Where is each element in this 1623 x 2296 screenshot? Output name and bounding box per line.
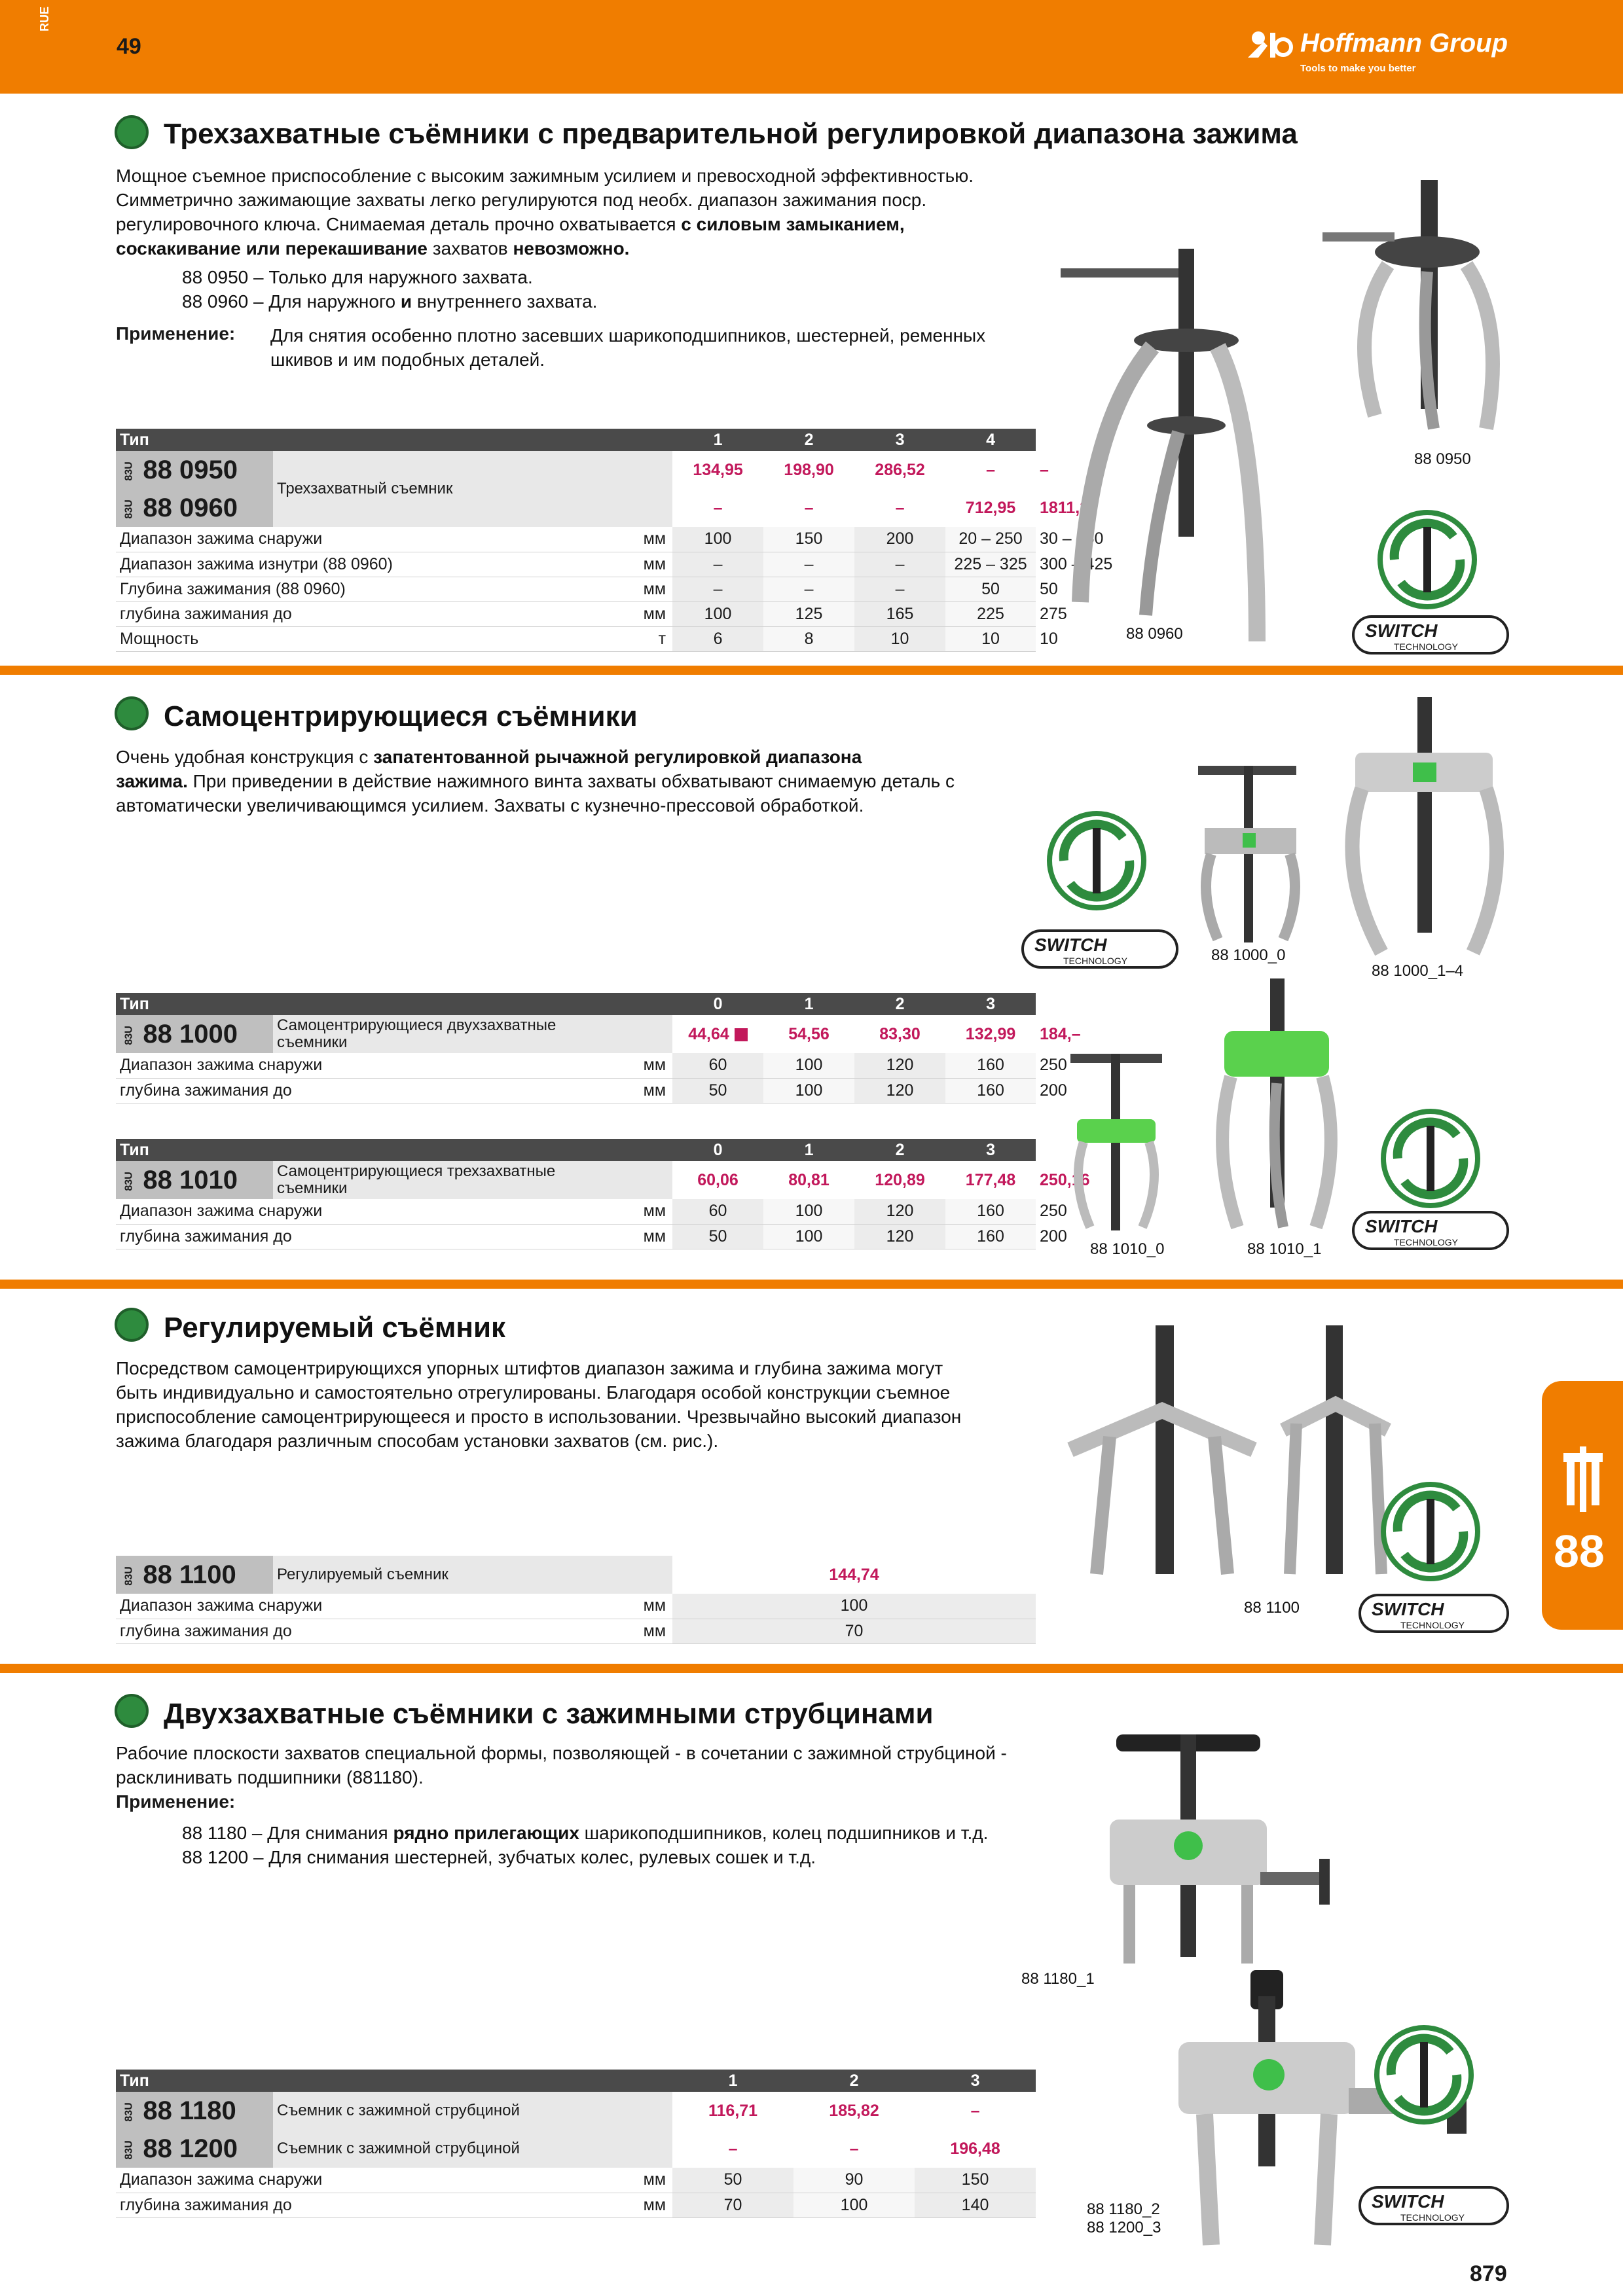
three-jaw-puller-88-0950-image — [1322, 180, 1512, 442]
two-jaw-puller-88-1000-1-4-image — [1336, 697, 1512, 959]
article-description: Трехзахватный съемник — [273, 451, 672, 527]
image-caption: 88 1010_0 — [1090, 1240, 1165, 1258]
article-code: 83U 88 1000 — [116, 1015, 273, 1053]
section-description: Посредством самоцентрирующихся упорных штифтов диапазон зажима и глубина зажима могут быть индивидуально и самостоятельно отрегулированы. Благодаря особой конструкции съемное приспособление самоцентрирующееся и просто в использовании. Чрезвычайно высокий диапазон зажима благодаря различным способам установки захватов (см. рис.). — [116, 1358, 962, 1451]
price: 712,95 — [945, 489, 1036, 527]
article-description: Съемник с зажимной струбциной — [273, 2092, 672, 2130]
table-row: Мощность т 6 8 10 10 10 — [116, 626, 1036, 651]
switch-technology-logo: SWITCH TECHNOLOGY — [1352, 615, 1509, 655]
spec-table: Тип 0 1 2 3 4 83U 88 1000 Самоцентрирующиеся двухзахватные съемники 44,64 54,56 83,30 132,99 184,– Диапазон зажима снаружи мм 60 100 120 160 250 глубина зажимания до мм 50 100 120 160 200 — [116, 993, 1036, 1103]
two-jaw-puller-88-1000-0-image — [1192, 762, 1309, 946]
section-globe-icon — [115, 115, 149, 149]
switch-technology-logo: SWITCH TECHNOLOGY — [1021, 929, 1178, 969]
article-code: 83U 88 1010 — [116, 1161, 273, 1199]
table-row: 83U 88 1000 Самоцентрирующиеся двухзахватные съемники 44,64 54,56 83,30 132,99 184,– — [116, 1015, 1036, 1053]
table-row — [116, 1556, 1036, 1594]
image-caption: 88 1000_1–4 — [1372, 962, 1464, 980]
price: 54,56 — [763, 1015, 854, 1053]
price: 196,48 — [915, 2130, 1036, 2168]
chapter-number: 88 — [1554, 1526, 1605, 1577]
price: 177,48 — [945, 1161, 1036, 1199]
three-jaw-puller-88-1010-1-image — [1211, 978, 1342, 1234]
spec-table: Тип 0 1 2 3 4 83U 88 1010 Самоцентрирующиеся трехзахватные съемники 60,06 80,81 120,89 177,48 250,16 Диапазон зажима снаружи мм 60 100 120 160 250 глубина зажимания до мм 50 100 120 160 200 — [116, 1139, 1036, 1249]
brand-logo[interactable] — [1244, 25, 1591, 84]
switch-technology-logo: SWITCH TECHNOLOGY — [1359, 1594, 1509, 1633]
price: 144,74 — [672, 1556, 1036, 1594]
image-caption: 88 1180_2 — [1087, 2200, 1160, 2218]
price: 185,82 — [793, 2092, 915, 2130]
price: 80,81 — [763, 1161, 854, 1199]
spec-table — [116, 1556, 1036, 1644]
brand-tagline: Tools to make you better — [1300, 63, 1416, 74]
section-title: Двухзахватные съёмники с зажимными струбцинами — [164, 1698, 934, 1730]
table-row: Диапазон зажима снаружи мм 50 90 150 — [116, 2168, 1036, 2193]
table-row: Диапазон зажима снаружи мм 100 — [116, 1594, 1036, 1619]
table-row — [116, 2092, 1036, 2130]
price: 132,99 — [945, 1015, 1036, 1053]
section-title: Самоцентрирующиеся съёмники — [164, 700, 638, 732]
section-divider — [0, 666, 1623, 675]
table-row — [116, 2130, 1036, 2168]
table-row: Диапазон зажима снаружи мм 100 150 200 20 – 250 30 – 350 — [116, 527, 1036, 552]
price: 120,89 — [854, 1161, 945, 1199]
image-caption: 88 0960 — [1126, 625, 1183, 643]
table-row: 83U 88 1010 Самоцентрирующиеся трехзахватные съемники 60,06 80,81 120,89 177,48 250,16 — [116, 1161, 1036, 1199]
brand-name: Hoffmann Group — [1300, 29, 1508, 58]
section-divider — [0, 1280, 1623, 1289]
section-globe-icon — [115, 696, 149, 730]
section-description: Очень удобная конструкция с запатентованной рычажной регулировкой диапазона зажима. При приведении в действие нажимного винта захваты обхватывают снимаемую деталь с автоматически увеличивающимся усилием. Захваты с кузнечно-прессовой обработкой. — [116, 747, 955, 816]
chapter-tab[interactable] — [1542, 1381, 1623, 1630]
price: 60,06 — [672, 1161, 763, 1199]
variant-list: 88 0950 – Только для наружного захвата. 88 0960 – Для наружного и внутреннего захвата. — [182, 267, 598, 312]
price: – — [915, 2092, 1036, 2130]
image-caption: 88 1180_1 — [1021, 1970, 1095, 1988]
image-caption: 88 1100 — [1244, 1599, 1300, 1617]
section-title: Регулируемый съёмник — [164, 1312, 506, 1344]
article-description: Самоцентрирующиеся трехзахватные съемники — [273, 1161, 672, 1199]
table-row: глубина зажимания до мм 50 100 120 160 200 — [116, 1078, 1036, 1103]
switch-technology-logo: SWITCH TECHNOLOGY — [1359, 2186, 1509, 2225]
hoffmann-logo-icon — [1244, 29, 1295, 62]
table-row: Глубина зажимания (88 0960) мм – – – 50 50 — [116, 577, 1036, 601]
clamp-puller-88-1180-1-image — [1090, 1728, 1339, 1970]
image-caption: 88 1200_3 — [1087, 2219, 1161, 2236]
price: 198,90 — [763, 451, 854, 489]
switch-technology-logo: SWITCH TECHNOLOGY — [1352, 1211, 1509, 1250]
table-row: Диапазон зажима снаружи мм 60 100 120 160 250 — [116, 1199, 1036, 1224]
new-marker-icon — [735, 1028, 748, 1041]
switch-rotation-icon — [1378, 1479, 1483, 1584]
table-row: глубина зажимания до мм 70 — [116, 1619, 1036, 1643]
image-caption: 88 1000_0 — [1211, 946, 1286, 964]
section-description: Рабочие плоскости захватов специальной формы, позволяющей - в сочетании с зажимной струбциной - расклинивать подшипники (881180). — [116, 1743, 1007, 1787]
section-globe-icon — [115, 1694, 149, 1728]
section-description: Мощное съемное приспособление с высоким зажимным усилием и превосходной эффективностью. Симметрично зажимающие захваты легко регулируются под необх. диапазон зажимания поср. регулировочного ключа. Снимаемая деталь прочно охватывается с силовым замыканием, соскакивание или перекашивание захватов невозможно. — [116, 166, 974, 259]
three-jaw-puller-88-1010-0-image — [1057, 1050, 1175, 1234]
page-number-top: 49 — [117, 34, 141, 59]
page-number-bottom: 879 — [1470, 2261, 1507, 2286]
table-row: 83U 88 0950 Трехзахватный съемник 134,95 198,90 286,52 – – — [116, 451, 1036, 489]
price: 116,71 — [672, 2092, 793, 2130]
article-code: 83U 88 1180 — [116, 2092, 273, 2130]
price: – — [672, 489, 763, 527]
type-header: Тип — [116, 429, 672, 451]
table-row: Диапазон зажима снаружи мм 60 100 120 160 250 — [116, 1053, 1036, 1078]
price: – — [945, 451, 1036, 489]
switch-rotation-icon — [1044, 808, 1149, 913]
article-code: 83U 88 1100 — [116, 1556, 273, 1594]
price: 83,30 — [854, 1015, 945, 1053]
switch-rotation-icon — [1375, 507, 1480, 612]
variant-list: 88 1180 – Для снимания рядно прилегающих шарикоподшипников, колец подшипников и т.д. 88 1200 – Для снимания шестерней, зубчатых колес, рулевых сошек и т.д. — [182, 1823, 989, 1867]
table-row: Диапазон зажима изнутри (88 0960) мм – – – 225 – 325 300 – 425 — [116, 552, 1036, 577]
price: 44,64 — [672, 1015, 763, 1053]
switch-rotation-icon — [1378, 1106, 1483, 1211]
price: – — [793, 2130, 915, 2168]
three-jaw-puller-88-0960-image — [1048, 209, 1309, 668]
section-globe-icon — [115, 1308, 149, 1342]
section-title: Трехзахватные съёмники с предварительной регулировкой диапазона зажима — [164, 118, 1298, 150]
application-label: Применение: — [116, 1791, 236, 1812]
section-divider — [0, 1664, 1623, 1673]
article-description: Самоцентрирующиеся двухзахватные съемники — [273, 1015, 672, 1053]
price: – — [672, 2130, 793, 2168]
application-label: Применение: — [116, 323, 236, 344]
price: 286,52 — [854, 451, 945, 489]
spec-table: Тип 1 2 3 4 5 83U 88 0950 Трехзахватный съемник 134,95 198,90 286,52 – – 83U 88 0960 – – – 712,95 1811,20 Диапазон зажима снаружи мм 100 150 200 20 – 250 30 – 350 Диапазон зажима изнутри (88 0960) мм – – – 225 – 325 300 – 425 Глубина зажимания (88 0960) мм – – – 50 50 глубина зажимания до мм 100 125 165 225 275 Мощность т 6 8 10 10 10 — [116, 429, 1036, 652]
language-code: RUE — [38, 6, 51, 31]
article-description: Съемник с зажимной струбциной — [273, 2130, 672, 2168]
table-row: глубина зажимания до мм 50 100 120 160 200 — [116, 1224, 1036, 1249]
table-row: глубина зажимания до мм 70 100 140 — [116, 2193, 1036, 2217]
article-description: Регулируемый съемник — [273, 1556, 672, 1594]
image-caption: 88 1010_1 — [1247, 1240, 1322, 1258]
article-code: 83U 88 1200 — [116, 2130, 273, 2168]
price: 134,95 — [672, 451, 763, 489]
table-row: глубина зажимания до мм 100 125 165 225 275 — [116, 601, 1036, 626]
price: – — [763, 489, 854, 527]
spec-table: Тип 1 2 3 83U 88 1180 Съемник с зажимной струбциной 116,71 185,82 – 83U 88 1200 Съемник с зажимной струбциной – – 196,48 Диапазон зажима снаружи мм 50 90 150 глубина зажимания до мм 70 100 140 — [116, 2070, 1036, 2218]
puller-chapter-icon — [1560, 1446, 1606, 1512]
article-code: 83U 88 0950 — [116, 451, 273, 489]
image-caption: 88 0950 — [1414, 450, 1471, 468]
price: – — [854, 489, 945, 527]
table-row: 83U 88 0960 – – – 712,95 1811,20 — [116, 489, 1036, 527]
switch-rotation-icon — [1372, 2022, 1476, 2127]
article-code: 83U 88 0960 — [116, 489, 273, 527]
adjustable-puller-88-1100-image — [1057, 1325, 1267, 1587]
application-text: Для снятия особенно плотно засевших шарикоподшипников, шестерней, ременных шкивов и им подобных деталей. — [270, 325, 986, 370]
